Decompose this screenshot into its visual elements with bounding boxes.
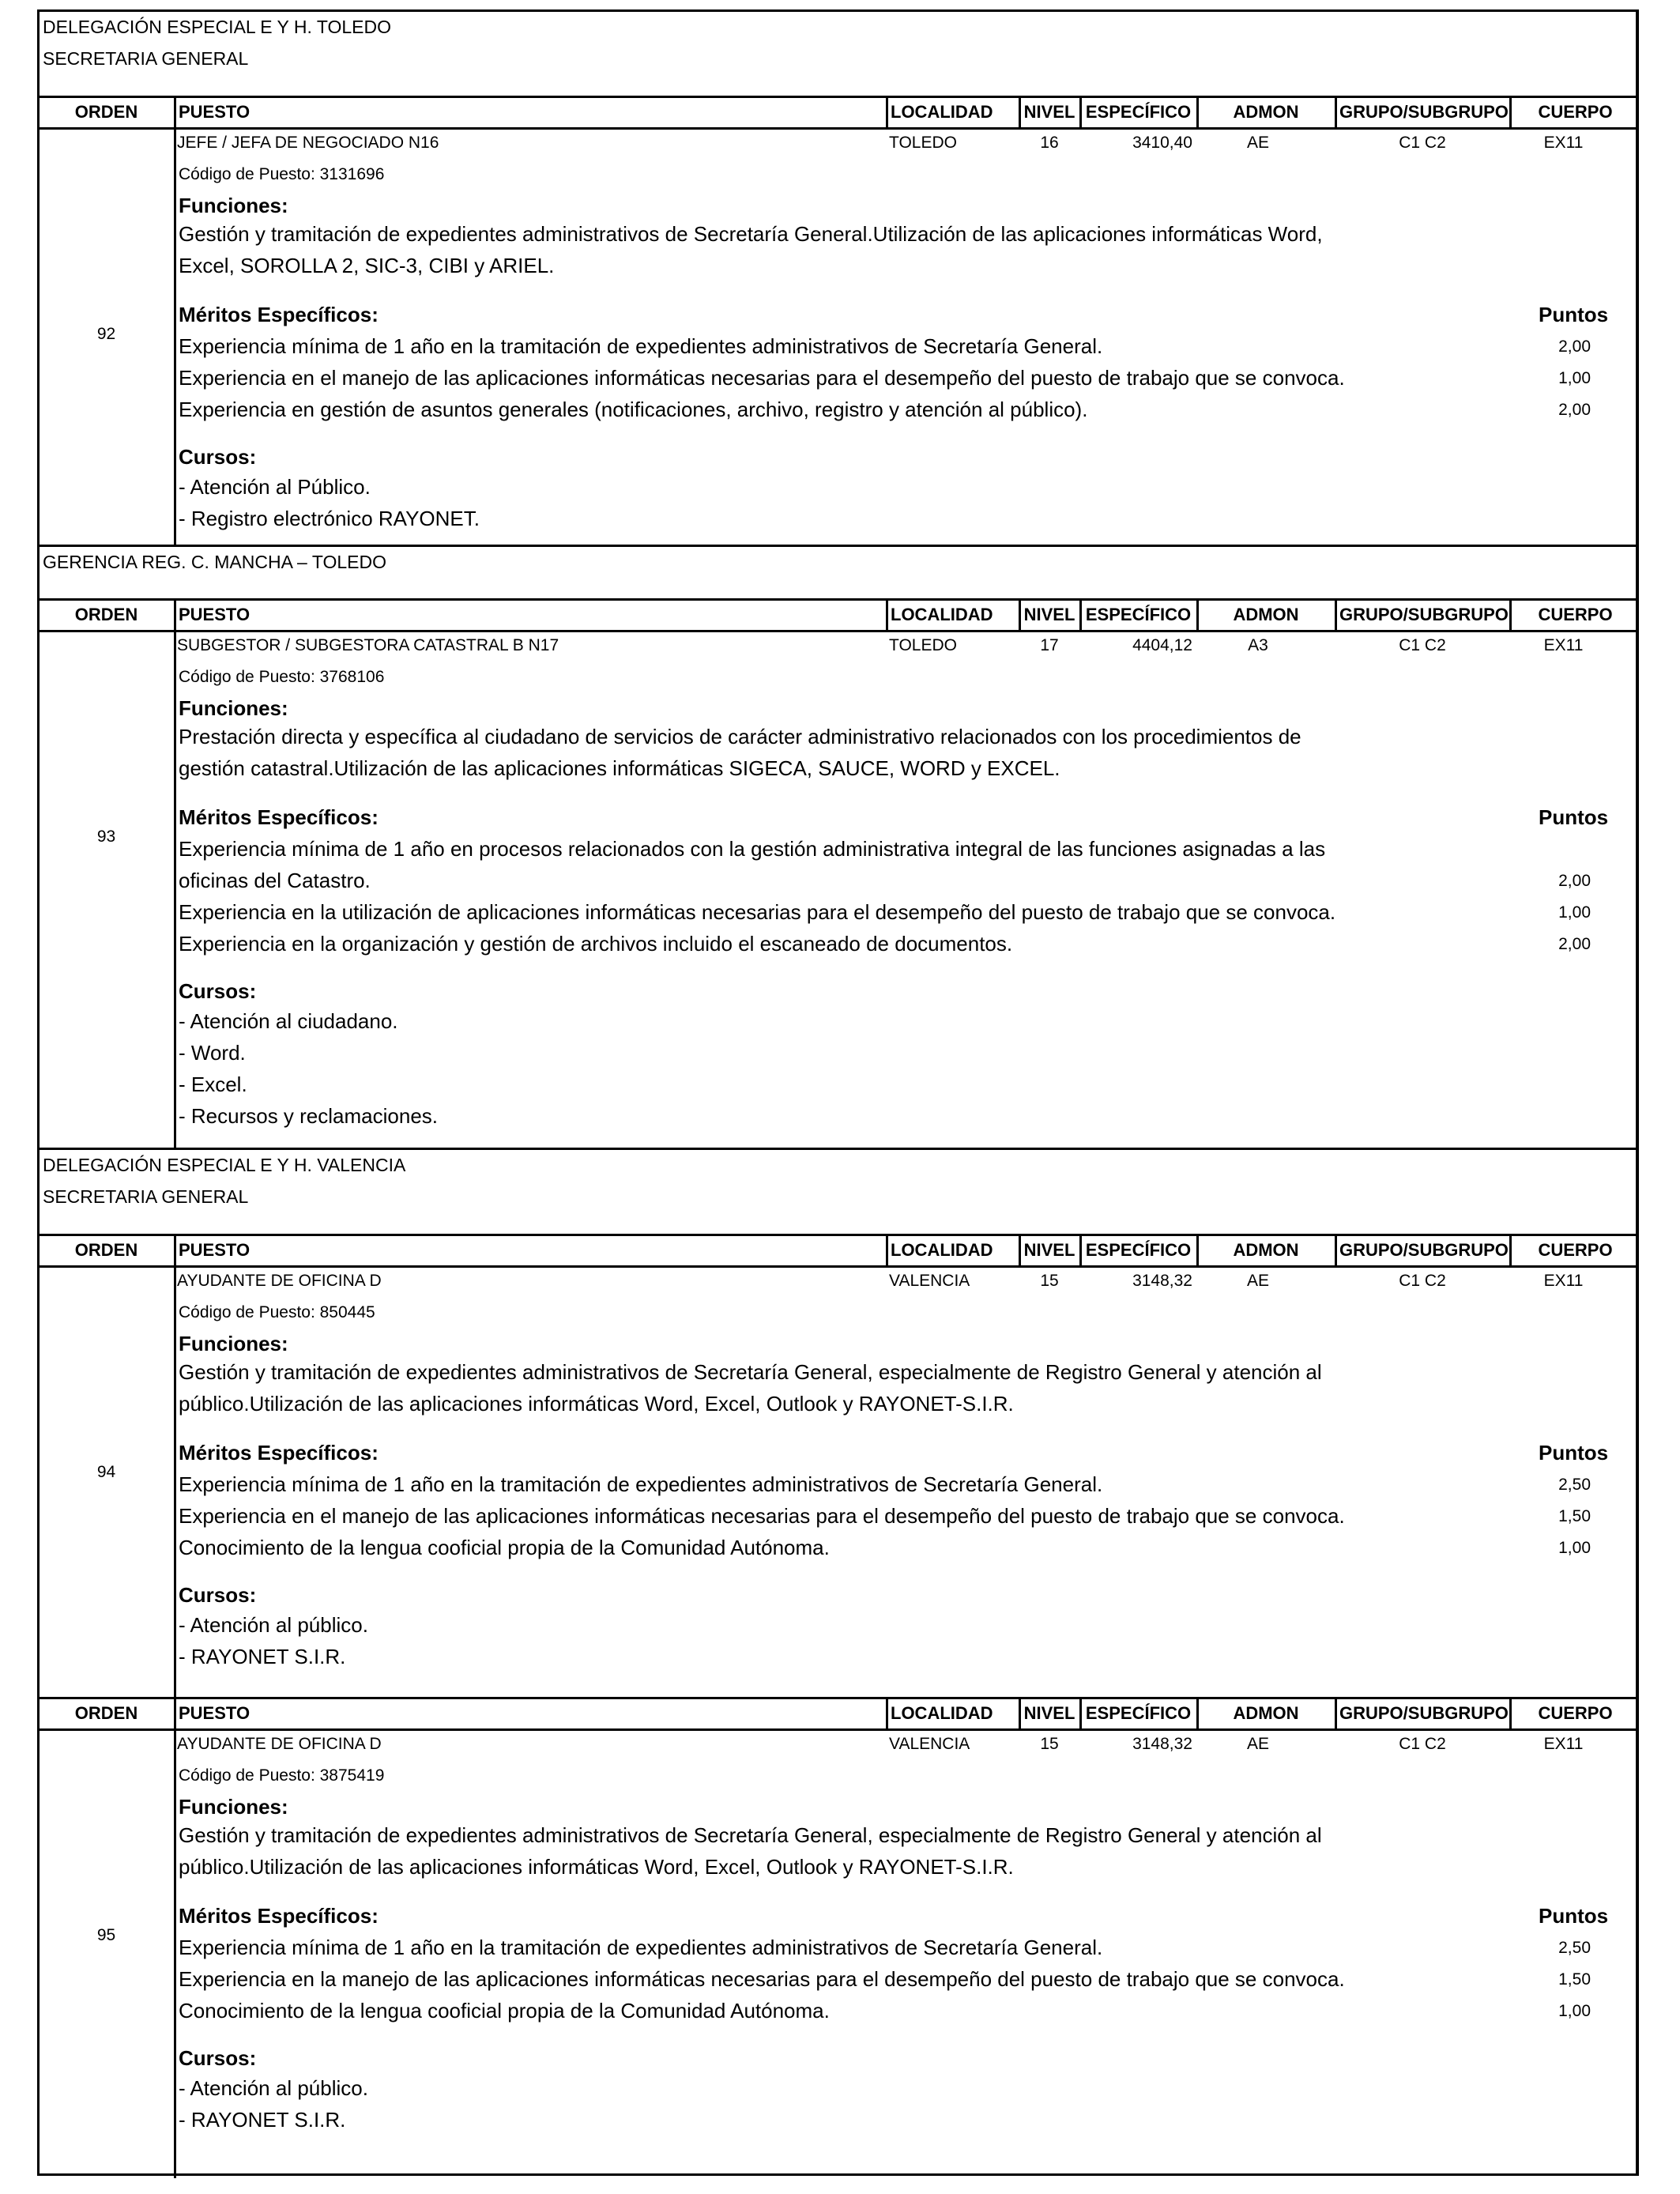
section-2-entry-0-cuerpo: EX11 bbox=[1543, 1272, 1584, 1290]
section-2-entry-1-merito-2-puntos: 1,00 bbox=[1558, 2002, 1591, 2020]
section-2-entry-1-header-divider-5 bbox=[1335, 1697, 1337, 1728]
section-2-entry-0-orden: 94 bbox=[96, 1463, 116, 1481]
section-0-org-line-1: SECRETARIA GENERAL bbox=[43, 48, 249, 69]
section-2-org-line-0: DELEGACIÓN ESPECIAL E Y H. VALENCIA bbox=[43, 1155, 406, 1175]
section-2-entry-1-merito-1-line-0: Experiencia en la manejo de las aplicaciones informáticas necesarias para el desempeño del puesto de trabajo que se convoca. bbox=[179, 1967, 1345, 1991]
section-0-entry-0-merito-2-puntos: 2,00 bbox=[1558, 401, 1591, 419]
section-1-entry-0-grupo: C1 C2 bbox=[1399, 636, 1446, 654]
section-0-entry-0-merito-2-line-0: Experiencia en gestión de asuntos generales (notificaciones, archivo, registro y atención al público). bbox=[179, 398, 1088, 421]
section-2-header-top-rule bbox=[40, 1234, 1636, 1236]
section-2-entry-0-localidad: VALENCIA bbox=[889, 1272, 970, 1290]
section-0-entry-0-cuerpo: EX11 bbox=[1543, 134, 1584, 152]
section-1-col-header-nivel: NIVEL bbox=[1023, 605, 1075, 624]
section-0-entry-0-meritos-label: Méritos Específicos: bbox=[179, 303, 379, 326]
section-1-entry-0-meritos-label: Méritos Específicos: bbox=[179, 805, 379, 829]
section-2-entry-0-funciones-line-0: Gestión y tramitación de expedientes administrativos de Secretaría General, especialmente de Registro General y atención al bbox=[179, 1360, 1322, 1384]
section-2-header-divider-1 bbox=[886, 1234, 888, 1265]
section-2-entry-1-funciones-line-0: Gestión y tramitación de expedientes administrativos de Secretaría General, especialmente de Registro General y atención al bbox=[179, 1823, 1322, 1847]
section-1-entry-0-nivel: 17 bbox=[1040, 636, 1059, 654]
section-2-entry-0-cursos-label: Cursos: bbox=[179, 1583, 257, 1607]
section-2-entry-0-merito-1-line-0: Experiencia en el manejo de las aplicaciones informáticas necesarias para el desempeño del puesto de trabajo que se convoca. bbox=[179, 1504, 1345, 1528]
section-2-entry-1-col-header-grupo: GRUPO/SUBGRUPO bbox=[1339, 1703, 1509, 1723]
section-2-header-divider-3 bbox=[1079, 1234, 1082, 1265]
section-1-entry-0-funciones-label: Funciones: bbox=[179, 696, 288, 720]
section-0-col-header-especifico: ESPECÍFICO bbox=[1085, 102, 1192, 122]
section-2-entry-0-merito-0-line-0: Experiencia mínima de 1 año en la tramitación de expedientes administrativos de Secretaría General. bbox=[179, 1472, 1103, 1496]
section-0-entry-0-codigo: Código de Puesto: 3131696 bbox=[179, 165, 385, 183]
section-2-header-divider-0 bbox=[174, 1234, 176, 1265]
section-0-col-header-localidad: LOCALIDAD bbox=[891, 102, 993, 122]
section-2-entry-0-merito-1-puntos: 1,50 bbox=[1558, 1507, 1591, 1525]
section-0-entry-0-funciones-line-1: Excel, SOROLLA 2, SIC-3, CIBI y ARIEL. bbox=[179, 254, 555, 277]
section-2-col-header-especifico: ESPECÍFICO bbox=[1085, 1240, 1192, 1260]
section-2-org-line-1: SECRETARIA GENERAL bbox=[43, 1186, 249, 1207]
section-2-entry-0-admon: AE bbox=[1246, 1272, 1269, 1290]
section-2-header-divider-4 bbox=[1196, 1234, 1199, 1265]
section-1-entry-0-especifico: 4404,12 bbox=[1132, 636, 1192, 654]
section-2-header-divider-5 bbox=[1335, 1234, 1337, 1265]
section-0-header-divider-6 bbox=[1509, 96, 1512, 127]
section-1-entry-0-puntos-label: Puntos bbox=[1539, 805, 1609, 829]
section-2-entry-0-meritos-label: Méritos Específicos: bbox=[179, 1441, 379, 1465]
section-0-entry-0-curso-1: - Registro electrónico RAYONET. bbox=[179, 507, 480, 530]
section-2-entry-0-especifico: 3148,32 bbox=[1132, 1272, 1192, 1290]
section-2-entry-1-especifico: 3148,32 bbox=[1132, 1735, 1192, 1753]
section-1-header-divider-2 bbox=[1019, 598, 1021, 630]
section-1-org-line-0: GERENCIA REG. C. MANCHA – TOLEDO bbox=[43, 552, 386, 572]
document-frame bbox=[37, 9, 1639, 2176]
section-1-header-divider-5 bbox=[1335, 598, 1337, 630]
section-0-header-divider-3 bbox=[1079, 96, 1082, 127]
section-1-entry-0-curso-0: - Atención al ciudadano. bbox=[179, 1009, 398, 1033]
section-2-entry-0-funciones-line-1: público.Utilización de las aplicaciones informáticas Word, Excel, Outlook y RAYONET-S.I.R. bbox=[179, 1392, 1014, 1416]
section-2-entry-1-merito-1-puntos: 1,50 bbox=[1558, 1970, 1591, 1989]
section-1-entry-0-curso-2: - Excel. bbox=[179, 1072, 247, 1096]
section-2-entry-1-col-header-nivel: NIVEL bbox=[1023, 1703, 1075, 1723]
section-1-header-divider-3 bbox=[1079, 598, 1082, 630]
section-1-header-divider-6 bbox=[1509, 598, 1512, 630]
section-0-col-header-puesto: PUESTO bbox=[179, 102, 250, 122]
section-2-entry-1-header-divider-6 bbox=[1509, 1697, 1512, 1728]
section-1-entry-0-merito-0-puntos: 2,00 bbox=[1558, 872, 1591, 890]
section-2-header-divider-2 bbox=[1019, 1234, 1021, 1265]
section-2-entry-1-col-header-admon: ADMON bbox=[1233, 1703, 1299, 1723]
section-2-entry-0-orden-divider bbox=[174, 1267, 176, 1697]
section-0-entry-0-orden: 92 bbox=[96, 325, 116, 343]
section-1-entry-0-curso-3: - Recursos y reclamaciones. bbox=[179, 1104, 438, 1128]
section-0-org-line-0: DELEGACIÓN ESPECIAL E Y H. TOLEDO bbox=[43, 17, 391, 37]
section-0-entry-0-merito-1-line-0: Experiencia en el manejo de las aplicaciones informáticas necesarias para el desempeño del puesto de trabajo que se convoca. bbox=[179, 366, 1345, 390]
section-1-col-header-especifico: ESPECÍFICO bbox=[1085, 605, 1192, 624]
section-1-col-header-admon: ADMON bbox=[1233, 605, 1299, 624]
section-1-col-header-cuerpo: CUERPO bbox=[1538, 605, 1613, 624]
section-2-entry-1-orden-divider bbox=[174, 1730, 176, 2178]
section-1-entry-0-funciones-line-1: gestión catastral.Utilización de las aplicaciones informáticas SIGECA, SAUCE, WORD y EXCEL. bbox=[179, 756, 1060, 780]
section-1-entry-0-admon: A3 bbox=[1248, 636, 1268, 654]
section-0-header-divider-1 bbox=[886, 96, 888, 127]
section-0-entry-0-funciones-line-0: Gestión y tramitación de expedientes administrativos de Secretaría General.Utilización de las aplicaciones informáticas Word, bbox=[179, 222, 1323, 246]
section-0-entry-0-nivel: 16 bbox=[1040, 134, 1059, 152]
section-0-header-divider-2 bbox=[1019, 96, 1021, 127]
section-0-entry-0-puesto: JEFE / JEFA DE NEGOCIADO N16 bbox=[177, 134, 439, 152]
section-1-entry-0-localidad: TOLEDO bbox=[889, 636, 957, 654]
section-1-col-header-puesto: PUESTO bbox=[179, 605, 250, 624]
section-2-col-header-orden: ORDEN bbox=[74, 1240, 138, 1260]
section-0-entry-0-especifico: 3410,40 bbox=[1132, 134, 1192, 152]
section-0-header-divider-4 bbox=[1196, 96, 1199, 127]
section-0-header-divider-5 bbox=[1335, 96, 1337, 127]
section-0-col-header-orden: ORDEN bbox=[74, 102, 138, 122]
section-2-col-header-localidad: LOCALIDAD bbox=[891, 1240, 993, 1260]
section-2-entry-0-codigo: Código de Puesto: 850445 bbox=[179, 1303, 375, 1321]
section-0-col-header-cuerpo: CUERPO bbox=[1538, 102, 1613, 122]
section-2-entry-1-col-header-localidad: LOCALIDAD bbox=[891, 1703, 993, 1723]
section-2-entry-1-header-divider-3 bbox=[1079, 1697, 1082, 1728]
section-2-entry-1-orden: 95 bbox=[96, 1926, 116, 1944]
section-2-entry-1-header-bottom-rule bbox=[40, 1728, 1636, 1731]
section-2-header-divider-6 bbox=[1509, 1234, 1512, 1265]
section-1-entry-0-funciones-line-0: Prestación directa y específica al ciudadano de servicios de carácter administrativo relacionados con los procedimientos de bbox=[179, 725, 1301, 748]
section-1-header-divider-1 bbox=[886, 598, 888, 630]
section-1-entry-0-codigo: Código de Puesto: 3768106 bbox=[179, 668, 385, 686]
section-2-entry-0-puesto: AYUDANTE DE OFICINA D bbox=[177, 1272, 382, 1290]
section-2-entry-1-header-divider-2 bbox=[1019, 1697, 1021, 1728]
section-0-entry-0-localidad: TOLEDO bbox=[889, 134, 957, 152]
section-2-entry-0-curso-1: - RAYONET S.I.R. bbox=[179, 1645, 346, 1668]
section-1-entry-0-merito-2-puntos: 2,00 bbox=[1558, 935, 1591, 953]
section-1-entry-0-merito-2-line-0: Experiencia en la organización y gestión de archivos incluido el escaneado de documentos. bbox=[179, 932, 1013, 956]
section-2-entry-1-cuerpo: EX11 bbox=[1543, 1735, 1584, 1753]
section-1-entry-0-merito-0-line-1: oficinas del Catastro. bbox=[179, 869, 371, 892]
section-1-col-header-localidad: LOCALIDAD bbox=[891, 605, 993, 624]
section-2-entry-1-col-header-cuerpo: CUERPO bbox=[1538, 1703, 1613, 1723]
section-1-entry-0-cursos-label: Cursos: bbox=[179, 979, 257, 1003]
section-2-entry-1-col-header-especifico: ESPECÍFICO bbox=[1085, 1703, 1192, 1723]
section-2-entry-1-nivel: 15 bbox=[1040, 1735, 1059, 1753]
section-2-col-header-cuerpo: CUERPO bbox=[1538, 1240, 1613, 1260]
section-1-entry-0-merito-1-puntos: 1,00 bbox=[1558, 903, 1591, 922]
section-2-col-header-grupo: GRUPO/SUBGRUPO bbox=[1339, 1240, 1509, 1260]
section-2-entry-0-funciones-label: Funciones: bbox=[179, 1332, 288, 1355]
section-2-entry-0-merito-2-puntos: 1,00 bbox=[1558, 1539, 1591, 1557]
section-2-entry-1-header-top-rule bbox=[40, 1697, 1636, 1699]
section-2-col-header-nivel: NIVEL bbox=[1023, 1240, 1075, 1260]
section-1-col-header-orden: ORDEN bbox=[74, 605, 138, 624]
section-2-entry-1-col-header-puesto: PUESTO bbox=[179, 1703, 250, 1723]
section-2-entry-1-codigo: Código de Puesto: 3875419 bbox=[179, 1766, 385, 1785]
section-0-entry-0-merito-0-line-0: Experiencia mínima de 1 año en la tramitación de expedientes administrativos de Secretaría General. bbox=[179, 334, 1103, 358]
section-1-header-divider-0 bbox=[174, 598, 176, 630]
section-0-header-divider-0 bbox=[174, 96, 176, 127]
section-1-entry-0-merito-1-line-0: Experiencia en la utilización de aplicaciones informáticas necesarias para el desempeño del puesto de trabajo que se convoca. bbox=[179, 900, 1336, 924]
section-0-entry-0-cursos-label: Cursos: bbox=[179, 445, 257, 469]
section-1-entry-0-merito-0-line-0: Experiencia mínima de 1 año en procesos relacionados con la gestión administrativa integral de las funciones asignadas a las bbox=[179, 837, 1326, 861]
section-2-entry-1-localidad: VALENCIA bbox=[889, 1735, 970, 1753]
section-2-entry-1-meritos-label: Méritos Específicos: bbox=[179, 1904, 379, 1928]
section-2-entry-1-col-header-orden: ORDEN bbox=[74, 1703, 138, 1723]
section-0-entry-0-curso-0: - Atención al Público. bbox=[179, 475, 371, 499]
section-2-entry-0-merito-2-line-0: Conocimiento de la lengua cooficial propia de la Comunidad Autónoma. bbox=[179, 1536, 830, 1559]
section-2-col-header-admon: ADMON bbox=[1233, 1240, 1299, 1260]
section-0-col-header-admon: ADMON bbox=[1233, 102, 1299, 122]
section-0-entry-0-orden-divider bbox=[174, 129, 176, 545]
section-2-entry-1-puesto: AYUDANTE DE OFICINA D bbox=[177, 1735, 382, 1753]
section-0-col-header-nivel: NIVEL bbox=[1023, 102, 1075, 122]
section-2-entry-0-merito-0-puntos: 2,50 bbox=[1558, 1476, 1591, 1494]
section-2-entry-1-cursos-label: Cursos: bbox=[179, 2046, 257, 2070]
section-2-entry-0-curso-0: - Atención al público. bbox=[179, 1613, 368, 1637]
section-1-entry-0-curso-1: - Word. bbox=[179, 1041, 246, 1065]
section-2-entry-1-header-divider-1 bbox=[886, 1697, 888, 1728]
section-2-entry-1-funciones-label: Funciones: bbox=[179, 1795, 288, 1819]
section-0-end-rule bbox=[40, 545, 1636, 547]
section-1-header-top-rule bbox=[40, 598, 1636, 601]
section-2-col-header-puesto: PUESTO bbox=[179, 1240, 250, 1260]
section-2-entry-1-grupo: C1 C2 bbox=[1399, 1735, 1446, 1753]
section-2-entry-1-puntos-label: Puntos bbox=[1539, 1904, 1609, 1928]
section-0-entry-0-merito-0-puntos: 2,00 bbox=[1558, 337, 1591, 356]
section-2-entry-0-nivel: 15 bbox=[1040, 1272, 1059, 1290]
section-1-entry-0-puesto: SUBGESTOR / SUBGESTORA CATASTRAL B N17 bbox=[177, 636, 559, 654]
section-2-entry-1-admon: AE bbox=[1246, 1735, 1269, 1753]
section-0-header-top-rule bbox=[40, 96, 1636, 98]
section-2-entry-1-header-divider-4 bbox=[1196, 1697, 1199, 1728]
section-2-entry-1-merito-0-puntos: 2,50 bbox=[1558, 1939, 1591, 1957]
section-2-entry-1-merito-2-line-0: Conocimiento de la lengua cooficial propia de la Comunidad Autónoma. bbox=[179, 1999, 830, 2022]
section-1-col-header-grupo: GRUPO/SUBGRUPO bbox=[1339, 605, 1509, 624]
section-0-col-header-grupo: GRUPO/SUBGRUPO bbox=[1339, 102, 1509, 122]
section-2-header-bottom-rule bbox=[40, 1265, 1636, 1268]
section-1-header-divider-4 bbox=[1196, 598, 1199, 630]
section-1-entry-0-orden-divider bbox=[174, 631, 176, 1148]
section-1-header-bottom-rule bbox=[40, 630, 1636, 632]
section-0-entry-0-funciones-label: Funciones: bbox=[179, 194, 288, 217]
section-0-entry-0-puntos-label: Puntos bbox=[1539, 303, 1609, 326]
section-2-entry-0-grupo: C1 C2 bbox=[1399, 1272, 1446, 1290]
section-2-entry-0-puntos-label: Puntos bbox=[1539, 1441, 1609, 1465]
section-0-entry-0-admon: AE bbox=[1246, 134, 1269, 152]
section-2-entry-1-merito-0-line-0: Experiencia mínima de 1 año en la tramitación de expedientes administrativos de Secretaría General. bbox=[179, 1936, 1103, 1959]
section-2-entry-1-header-divider-0 bbox=[174, 1697, 176, 1728]
section-0-entry-0-merito-1-puntos: 1,00 bbox=[1558, 369, 1591, 387]
section-1-end-rule bbox=[40, 1148, 1636, 1150]
section-1-entry-0-orden: 93 bbox=[96, 827, 116, 846]
section-1-entry-0-cuerpo: EX11 bbox=[1543, 636, 1584, 654]
section-0-entry-0-grupo: C1 C2 bbox=[1399, 134, 1446, 152]
section-0-header-bottom-rule bbox=[40, 127, 1636, 130]
section-2-entry-1-curso-0: - Atención al público. bbox=[179, 2076, 368, 2100]
section-2-entry-1-funciones-line-1: público.Utilización de las aplicaciones informáticas Word, Excel, Outlook y RAYONET-S.I.R. bbox=[179, 1855, 1014, 1879]
section-2-entry-1-curso-1: - RAYONET S.I.R. bbox=[179, 2108, 346, 2132]
